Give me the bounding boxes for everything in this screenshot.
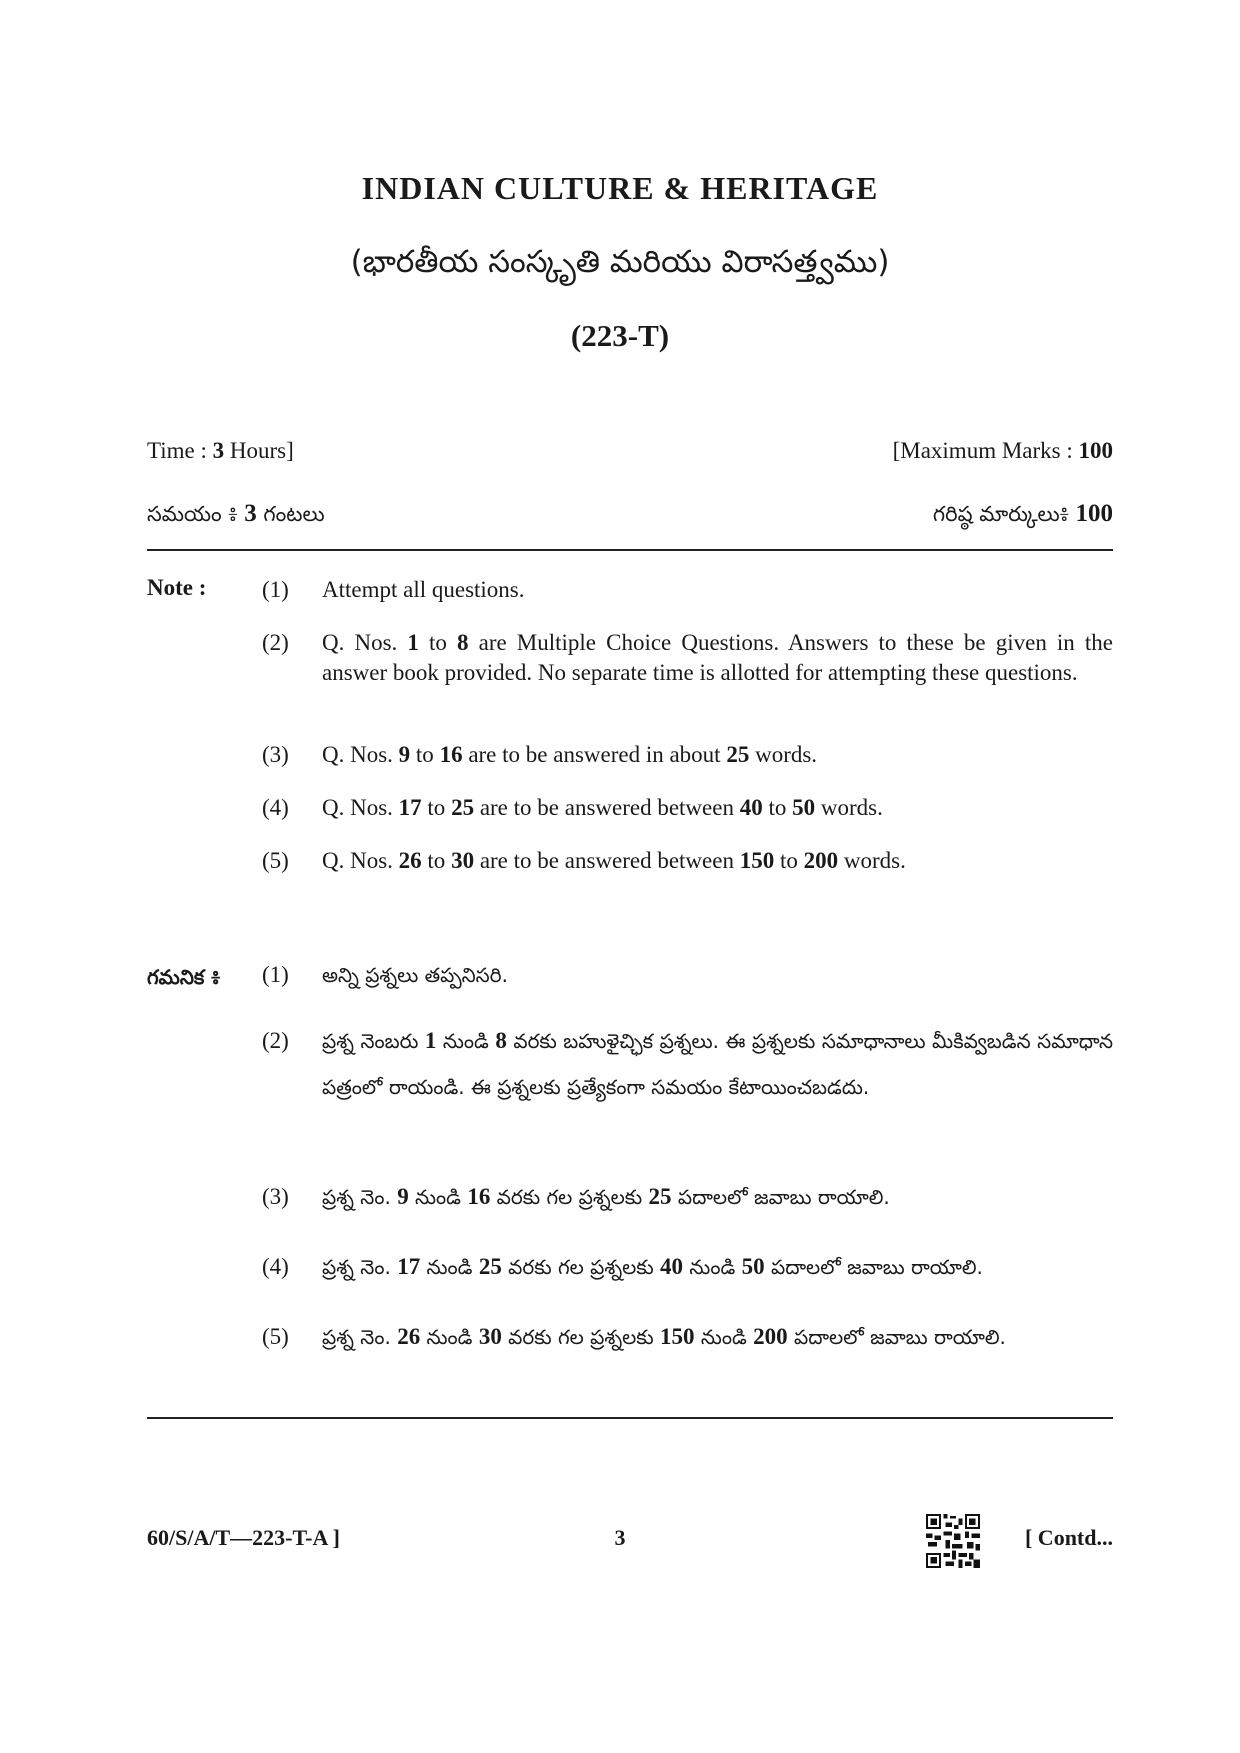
time-allowed: Time : 3 Hours] bbox=[147, 438, 294, 463]
footer-paper-code: 60/S/A/T—223-T-A ] bbox=[147, 1525, 340, 1550]
maximum-marks-telugu: గరిష్ఠ మార్కులు៖ 100 bbox=[932, 500, 1113, 527]
page-title-telugu: (భారతీయ సంస్కృతి మరియు విరాసత్త్వము) bbox=[350, 244, 890, 280]
continued-label: [ Contd... bbox=[1024, 1525, 1113, 1550]
qr-code-icon bbox=[926, 1514, 980, 1568]
page-number: 3 bbox=[614, 1525, 626, 1550]
paper-code: (223-T) bbox=[570, 318, 670, 353]
note-heading: Note : bbox=[147, 575, 207, 600]
page-title: INDIAN CULTURE & HERITAGE bbox=[361, 170, 879, 206]
divider-top bbox=[147, 549, 1113, 551]
maximum-marks: [Maximum Marks : 100 bbox=[892, 438, 1113, 463]
divider-bottom bbox=[147, 1417, 1113, 1419]
time-allowed-telugu: సమయం ៖ 3 గంటలు bbox=[147, 500, 325, 527]
note-heading-telugu: గమనిక ៖ bbox=[147, 965, 221, 989]
exam-page: INDIAN CULTURE & HERITAGE (భారతీయ సంస్కృతి మరియు విరాసత్త్వము) (223-T) Time : 3 Hours] [Maximum Marks : 100 సమయం ៖ 3 గంటలు గరిష్ఠ మార్కులు៖ 100 Note : (1) Attempt all questions. (2) Q. Nos. 1 to 8 are Multiple Choice Questions. Answers to these be given in the answer book provided. No separate time is allotted for attempting these questions. (3) Q. Nos. 9 to 16 are to be answered in about 25 words. (4) Q. Nos. 17 to 25 are to be answered between 40 to 50 words. (5) Q. Nos. 26 to 30 are to be answered between 150 to 200 words. గమనిక ៖ (1) అన్ని ప్రశ్నలు తప్పనిసరి. (2) ప్రశ్న నెంబరు 1 నుండి 8 వరకు బహుళైచ్ఛిక ప్రశ్నలు. ఈ ప్రశ్నలకు సమాధానాలు మీకివ్వబడిన సమాధాన పత్రంలో రాయండి. ఈ ప్రశ్నలకు ప్రత్యేకంగా సమయం కేటాయించబడదు. (3) ప్రశ్న నెం. 9 నుండి 16 వరకు గల ప్రశ్నలకు 25 పదాలలో జవాబు రాయాలి. (4) ప్రశ్న నెం. 17 నుండి 25 వరకు గల ప్రశ్నలకు 40 నుండి 50 పదాలలో జవాబు రాయాలి. (5) ప్రశ్న నెం. 26 నుండి 30 వరకు గల ప్రశ్నలకు 150 నుండి 200 పదాలలో జవాబు రాయాలి. 60/S/A/T—223-T-A ] 3 [ Contd... bbox=[0, 0, 1240, 1753]
